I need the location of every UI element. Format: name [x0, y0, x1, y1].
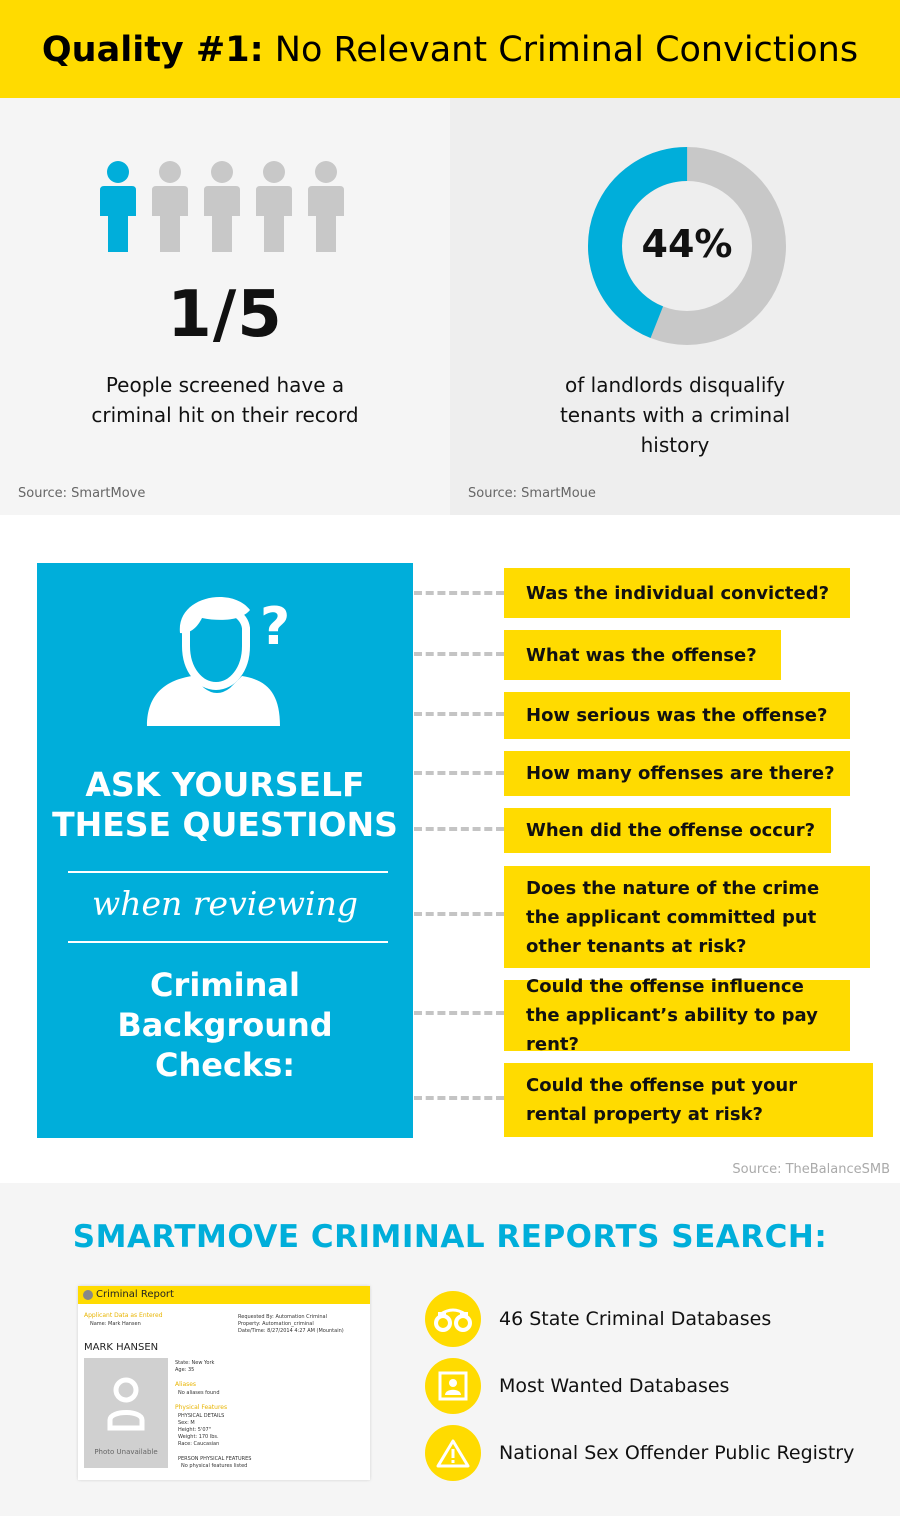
search-title: SMARTMOVE CRIMINAL REPORTS SEARCH: — [72, 1219, 828, 1255]
report-aliases-head: Aliases — [175, 1381, 197, 1388]
connector-dash — [414, 712, 504, 716]
report-photo — [84, 1358, 168, 1468]
report-physical-details: PHYSICAL DETAILS — [178, 1413, 225, 1419]
question-box: Does the nature of the crime the applicant committed put other tenants at risk? — [504, 866, 870, 968]
person-icon — [256, 161, 292, 252]
report-logo-icon — [83, 1290, 93, 1300]
people-icon-row — [100, 158, 350, 258]
connector-dash — [414, 912, 504, 916]
report-race: Race: Caucasian — [178, 1441, 220, 1447]
report-sex: Sex: M — [178, 1420, 195, 1426]
feature-label: National Sex Offender Public Registry — [499, 1442, 855, 1464]
panel-divider-bottom — [68, 941, 388, 943]
panel-topic-line2: Background — [117, 1006, 333, 1044]
search-section — [0, 1183, 900, 1516]
connector-dash — [414, 652, 504, 656]
panel-heading-line1: ASK YOURSELF — [85, 765, 365, 804]
photo-placeholder-icon — [106, 1376, 146, 1431]
report-title-bar — [78, 1286, 370, 1304]
source-left: Source: SmartMove — [18, 486, 146, 501]
title-rest: No Relevant Criminal Convictions — [274, 30, 859, 70]
connector-dash — [414, 771, 504, 775]
report-preview — [78, 1286, 370, 1480]
header-banner — [0, 0, 900, 98]
question-box: Could the offense influence the applicant’s ability to pay rent? — [504, 980, 850, 1051]
report-bar-title: Criminal Report — [96, 1289, 174, 1300]
report-applicant-head: Applicant Data as Entered — [84, 1312, 163, 1319]
report-weight: Weight: 170 lbs. — [178, 1434, 219, 1440]
report-physical-head: Physical Features — [175, 1404, 228, 1411]
question-box: Was the individual convicted? — [504, 568, 850, 618]
thinking-person-icon — [142, 588, 292, 728]
connector-dash — [414, 591, 504, 595]
panel-divider-top — [68, 871, 388, 873]
person-icon — [308, 161, 344, 252]
connector-dash — [414, 1096, 504, 1100]
questions-panel — [37, 563, 413, 1138]
person-icon — [204, 161, 240, 252]
stat-left-text: People screened have a criminal hit on their record — [91, 373, 359, 427]
page-title — [0, 30, 900, 70]
connector-dash — [414, 1011, 504, 1015]
report-height: Height: 5'07" — [178, 1427, 212, 1433]
report-applicant-name: Name: Mark Hansen — [90, 1321, 141, 1327]
feature-label: 46 State Criminal Databases — [499, 1308, 772, 1330]
person-icon-highlighted — [100, 161, 136, 252]
question-box: When did the offense occur? — [504, 808, 831, 853]
panel-heading — [37, 765, 413, 845]
panel-topic — [37, 965, 413, 1085]
feature-item — [425, 1358, 729, 1414]
panel-topic-line1: Criminal — [150, 966, 300, 1004]
report-no-features: No physical features listed — [181, 1463, 248, 1469]
wanted-poster-icon — [425, 1358, 481, 1414]
question-box: What was the offense? — [504, 630, 781, 680]
stat-right-text: of landlords disqualify tenants with a criminal history — [559, 373, 791, 457]
feature-label: Most Wanted Databases — [499, 1375, 730, 1397]
report-property: Property: Automation_criminal — [238, 1321, 314, 1327]
source-right: Source: SmartMoue — [468, 486, 596, 501]
source-questions: Source: TheBalanceSMB — [732, 1162, 890, 1177]
report-age: Age: 35 — [175, 1367, 195, 1373]
report-aliases-value: No aliases found — [178, 1390, 220, 1396]
handcuffs-icon — [425, 1291, 481, 1347]
question-box: Could the offense put your rental property at risk? — [504, 1063, 873, 1137]
panel-subtitle: when reviewing — [92, 884, 358, 923]
report-name: MARK HANSEN — [84, 1342, 159, 1353]
panel-heading-line2: THESE QUESTIONS — [52, 805, 398, 844]
donut-percent-label: 44% — [641, 222, 733, 266]
report-requested-by: Requested By: Automation Criminal — [238, 1314, 327, 1320]
title-bold: Quality #1: — [41, 30, 264, 70]
photo-unavailable-text: Photo Unavailable — [94, 1448, 158, 1456]
stat-panel-left — [0, 98, 450, 515]
feature-item — [425, 1291, 771, 1347]
report-state: State: New York — [175, 1360, 215, 1366]
stat-panel-right — [450, 98, 900, 515]
question-box: How serious was the offense? — [504, 692, 850, 739]
feature-item — [425, 1425, 854, 1481]
svg-text:?: ? — [260, 597, 291, 657]
report-datetime: Date/Time: 8/27/2014 4:27 AM (Mountain) — [238, 1328, 344, 1334]
connector-dash — [414, 827, 504, 831]
report-person-features: PERSON PHYSICAL FEATURES — [178, 1456, 252, 1462]
question-box: How many offenses are there? — [504, 751, 850, 796]
warning-icon — [425, 1425, 481, 1481]
panel-topic-line3: Checks: — [154, 1046, 296, 1084]
stat-fraction: 1/5 — [167, 278, 283, 352]
person-icon — [152, 161, 188, 252]
